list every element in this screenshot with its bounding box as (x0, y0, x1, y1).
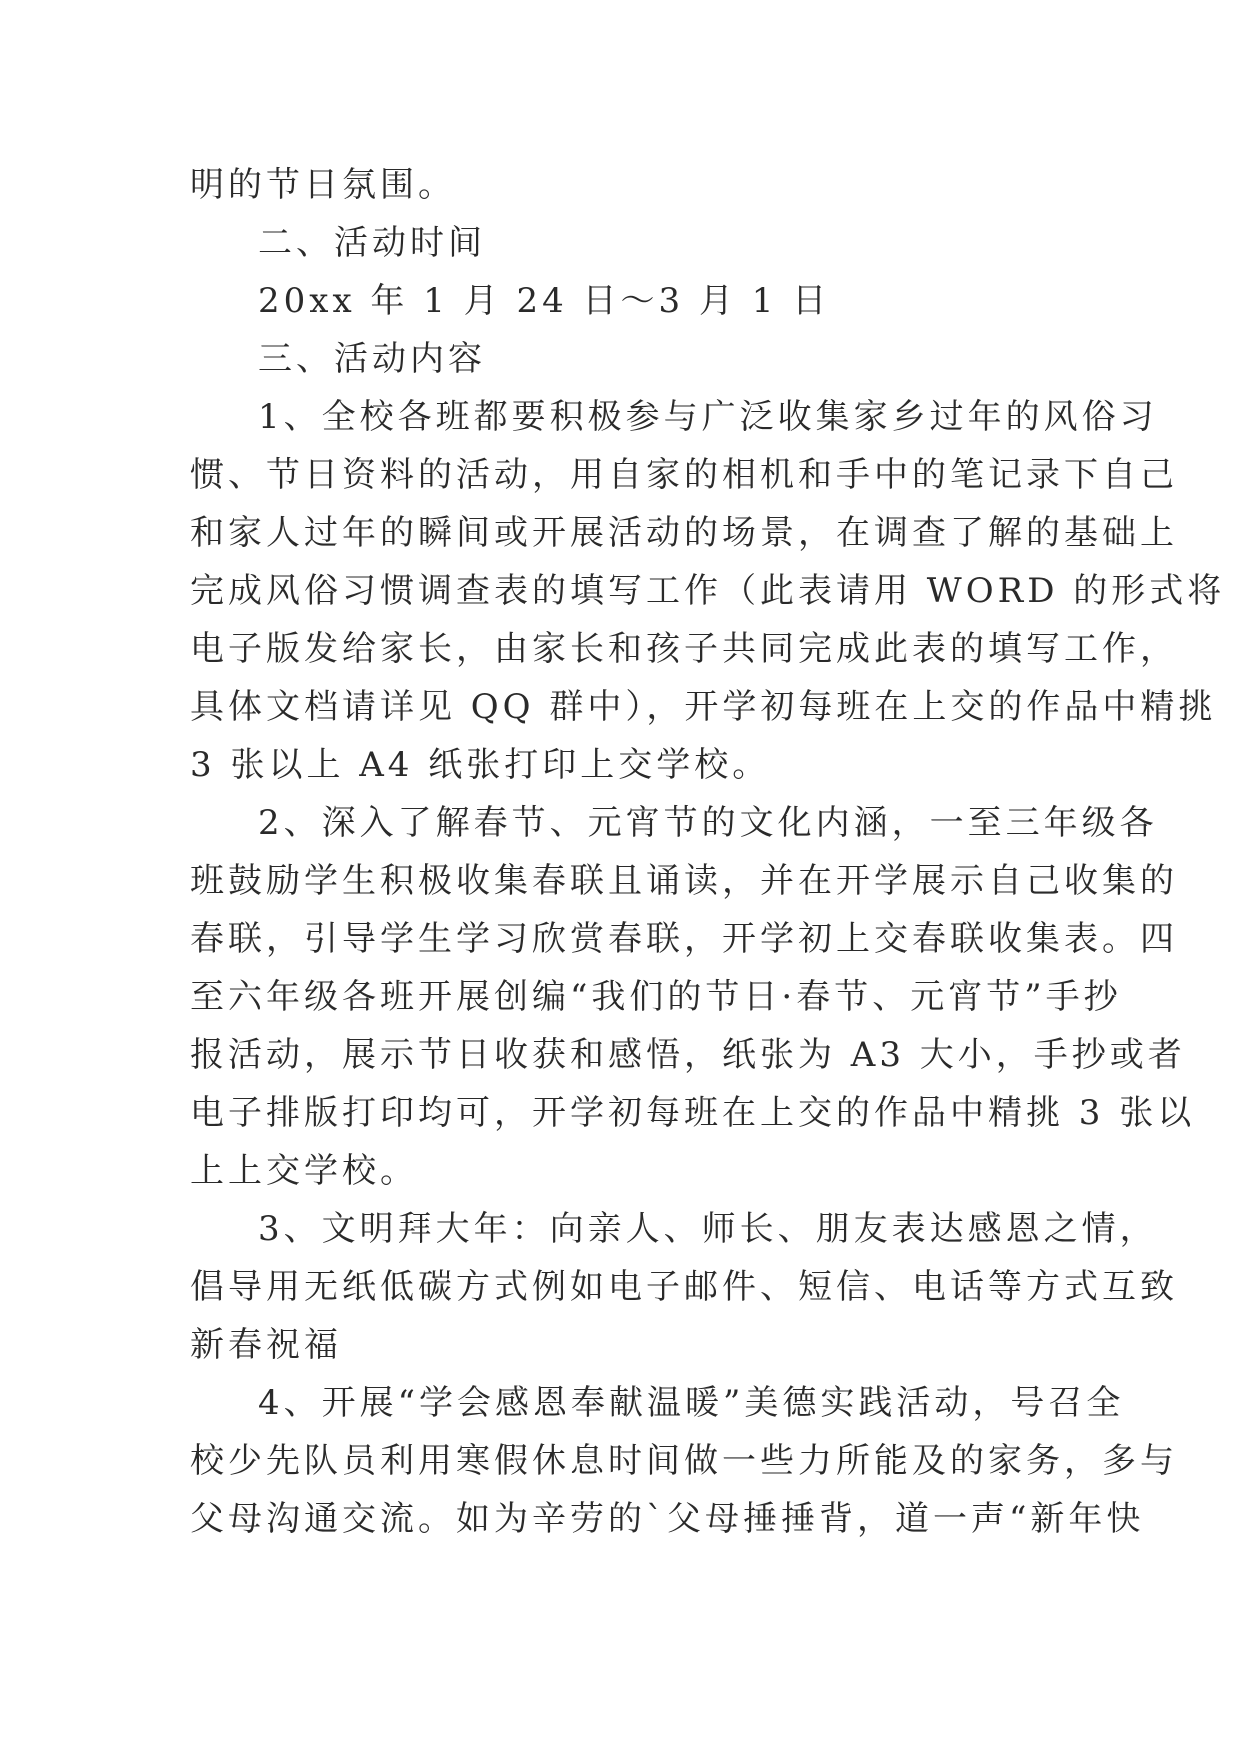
text-line: 班鼓励学生积极收集春联且诵读，并在开学展示自己收集的 (190, 861, 1178, 901)
text-line: 春联，引导学生学习欣赏春联，开学初上交春联收集表。四 (190, 919, 1178, 959)
document-body (190, 156, 1226, 1548)
text-line: 父母沟通交流。如为辛劳的`父母捶捶背，道一声“新年快 (190, 1499, 1145, 1539)
text-line: 至六年级各班开展创编“我们的节日·春节、元宵节”手抄 (190, 977, 1122, 1017)
text-line: 和家人过年的瞬间或开展活动的场景，在调查了解的基础上 (190, 513, 1178, 553)
text-line: 3 张以上 A4 纸张打印上交学校。 (190, 745, 771, 785)
section-heading-activity-content: 三、活动内容 (258, 339, 486, 379)
text-line: 电子排版打印均可，开学初每班在上交的作品中精挑 3 张以 (190, 1093, 1196, 1133)
text-line: 3、文明拜大年：向亲人、师长、朋友表达感恩之情， (258, 1209, 1158, 1249)
text-line: 电子版发给家长，由家长和孩子共同完成此表的填写工作， (190, 629, 1178, 669)
text-line: 4、开展“学会感恩奉献温暖”美德实践活动，号召全 (258, 1383, 1125, 1423)
section-heading-activity-time: 二、活动时间 (258, 223, 486, 263)
text-line: 具体文档请详见 QQ 群中），开学初每班在上交的作品中精挑 (190, 687, 1217, 727)
text-line: 惯、节日资料的活动，用自家的相机和手中的笔记录下自己 (190, 455, 1178, 495)
activity-date-range: 20xx 年 1 月 24 日～3 月 1 日 (258, 281, 831, 321)
text-line: 倡导用无纸低碳方式例如电子邮件、短信、电话等方式互致 (190, 1267, 1178, 1307)
text-line: 新春祝福 (190, 1325, 342, 1365)
text-line: 明的节日氛围。 (190, 165, 456, 205)
text-line: 2、深入了解春节、元宵节的文化内涵，一至三年级各 (258, 803, 1158, 843)
text-line: 校少先队员利用寒假休息时间做一些力所能及的家务，多与 (190, 1441, 1178, 1481)
text-line: 报活动，展示节日收获和感悟，纸张为 A3 大小，手抄或者 (190, 1035, 1186, 1075)
text-line: 1、全校各班都要积极参与广泛收集家乡过年的风俗习 (258, 397, 1158, 437)
text-line: 完成风俗习惯调查表的填写工作（此表请用 WORD 的形式将 (190, 571, 1226, 611)
text-line: 上上交学校。 (190, 1151, 418, 1191)
